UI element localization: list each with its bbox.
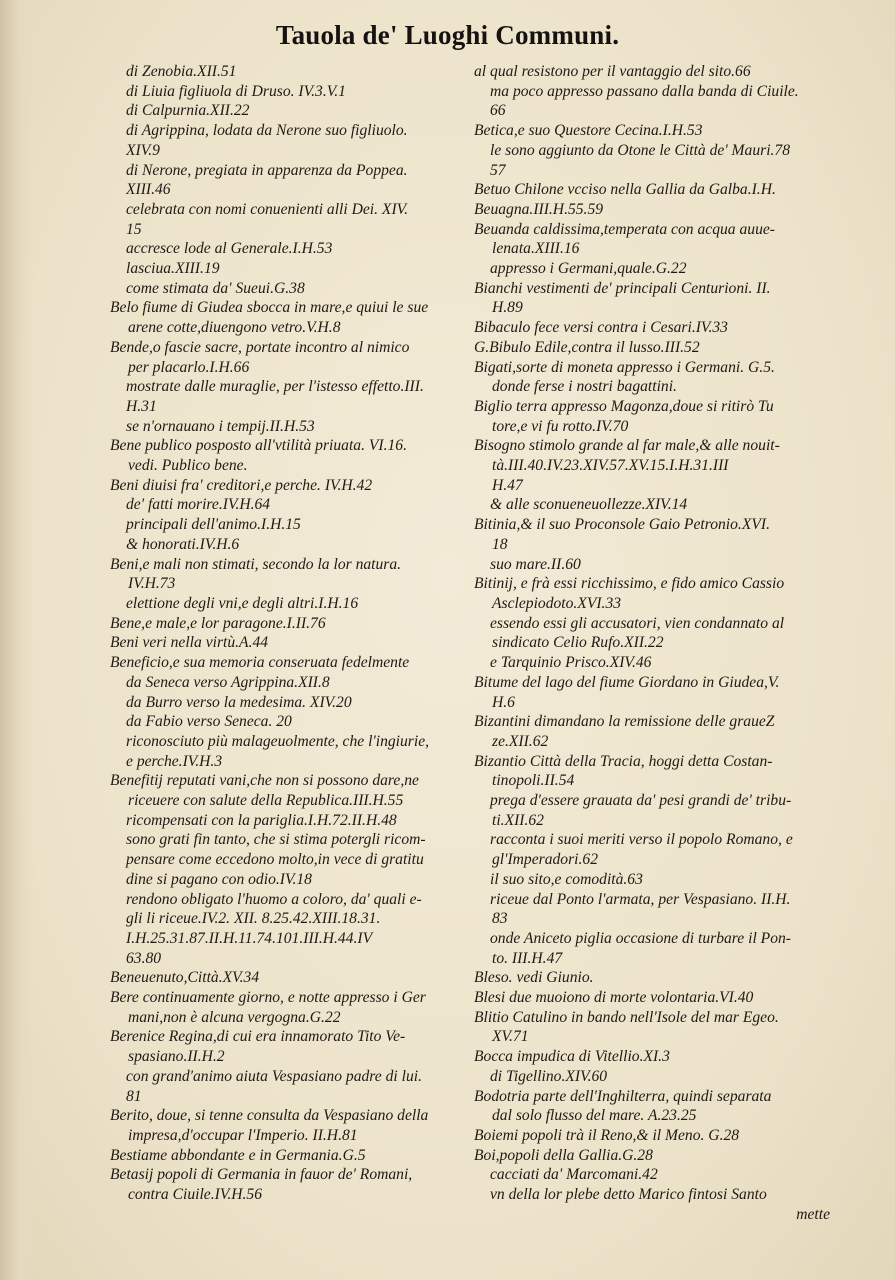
index-entry-line: & alle sconueneuollezze.XIV.14 bbox=[490, 496, 688, 514]
index-entry-heading: Beneficio,e sua memoria conseruata fedelmente bbox=[110, 654, 410, 672]
index-entry-line: se n'ornauano i tempij.II.H.53 bbox=[126, 417, 315, 435]
index-entry-line: gl'Imperadori.62 bbox=[492, 851, 598, 869]
index-entry-heading: Bitinia,& il suo Proconsole Gaio Petronio.XVI. bbox=[474, 516, 770, 534]
index-entry-heading: Beuanda caldissima,temperata con acqua auue- bbox=[474, 220, 775, 238]
index-entry-line: XV.71 bbox=[492, 1028, 529, 1046]
index-entry-line: lasciua.XIII.19 bbox=[126, 260, 220, 278]
index-entry-line: accresce lode al Generale.I.H.53 bbox=[126, 240, 333, 258]
index-entry-line: spasiano.II.H.2 bbox=[128, 1048, 225, 1066]
index-entry-line: ti.XII.62 bbox=[492, 811, 544, 829]
index-entry-heading: Blitio Catulino in bando nell'Isole del mar Egeo. bbox=[474, 1008, 779, 1026]
index-entry-line: vn della lor plebe detto Marico fintosi Santo bbox=[490, 1186, 767, 1204]
index-entry-line: 15 bbox=[126, 220, 142, 238]
index-entry-line: riceue dal Ponto l'armata, per Vespasiano. II.H. bbox=[490, 890, 791, 908]
index-entry-line: to. III.H.47 bbox=[492, 949, 563, 967]
index-entry-line: rendono obligato l'huomo a coloro, da' quali e- bbox=[126, 890, 422, 908]
index-entry-line: 18 bbox=[492, 535, 508, 553]
index-entry-line: onde Aniceto piglia occasione di turbare il Pon- bbox=[490, 929, 791, 947]
index-entry-line: XIV.9 bbox=[126, 141, 160, 159]
index-entry-line: principali dell'animo.I.H.15 bbox=[126, 516, 301, 534]
index-entry-heading: Boiemi popoli trà il Reno,& il Meno. G.28 bbox=[474, 1126, 740, 1144]
index-entry-line: impresa,d'occupar l'Imperio. II.H.81 bbox=[128, 1126, 358, 1144]
index-entry-heading: Betica,e suo Questore Cecina.I.H.53 bbox=[474, 122, 703, 140]
index-entry-line: gli li riceue.IV.2. XII. 8.25.42.XIII.18.31. bbox=[126, 910, 381, 928]
index-entry-heading: G.Bibulo Edile,contra il lusso.III.52 bbox=[474, 338, 700, 356]
index-entry-line: di Tigellino.XIV.60 bbox=[490, 1067, 608, 1085]
index-entry-heading: Bene publico posposto all'vtilità priuata. VI.16. bbox=[110, 437, 407, 455]
index-entry-heading: Bocca impudica di Vitellio.XI.3 bbox=[474, 1048, 670, 1066]
index-entry-line: come stimata da' Sueui.G.38 bbox=[126, 279, 305, 297]
index-entry-line: suo mare.II.60 bbox=[490, 555, 581, 573]
index-entry-line: da Fabio verso Seneca. 20 bbox=[126, 713, 292, 731]
index-entry-line: di Liuia figliuola di Druso. IV.3.V.1 bbox=[126, 82, 346, 100]
index-entry-line: e perche.IV.H.3 bbox=[126, 752, 223, 770]
index-entry-line: elettione degli vni,e degli altri.I.H.16 bbox=[126, 594, 359, 612]
index-entry-line: appresso i Germani,quale.G.22 bbox=[490, 260, 687, 278]
index-entry-line: mostrate dalle muraglie, per l'istesso effetto.III. bbox=[126, 378, 424, 396]
index-entry-line: lenata.XIII.16 bbox=[492, 240, 580, 258]
index-entry-heading: Berenice Regina,di cui era innamorato Tito Ve- bbox=[110, 1028, 406, 1046]
index-entry-heading: Belo fiume di Giudea sbocca in mare,e quiui le sue bbox=[110, 299, 429, 317]
index-entry-line: donde ferse i nostri bagattini. bbox=[492, 378, 677, 396]
index-entry-line: e Tarquinio Prisco.XIV.46 bbox=[490, 654, 652, 672]
index-entry-line: di Agrippina, lodata da Nerone suo figliuolo. bbox=[126, 122, 408, 140]
index-entry-heading: Boi,popoli della Gallia.G.28 bbox=[474, 1146, 653, 1164]
index-entry-line: mette bbox=[796, 1205, 830, 1223]
index-entry-line: 66 bbox=[490, 102, 506, 120]
index-entry-line: 63.80 bbox=[126, 949, 162, 967]
index-entry-line: sindicato Celio Rufo.XII.22 bbox=[492, 634, 664, 652]
index-entry-line: sono grati fin tanto, che si stima potergli ricom- bbox=[126, 831, 426, 849]
index-entry-heading: Beneuenuto,Città.XV.34 bbox=[110, 969, 260, 987]
index-entry-heading: al qual resistono per il vantaggio del sito.66 bbox=[474, 63, 751, 80]
index-entry-line: H.89 bbox=[492, 299, 523, 317]
index-entry-heading: Bitinij, e frà essi ricchissimo, e fido amico Cassio bbox=[474, 575, 785, 593]
index-entry-line: H.6 bbox=[492, 693, 515, 711]
index-entry-heading: Benefitij reputati vani,che non si possono dare,ne bbox=[110, 772, 419, 790]
index-entry-line: contra Ciuile.IV.H.56 bbox=[128, 1186, 262, 1204]
index-entry-line: di Zenobia.XII.51 bbox=[126, 63, 237, 80]
index-entry-line: dine si pagano con odio.IV.18 bbox=[126, 870, 312, 888]
index-entry-heading: Bestiame abbondante e in Germania.G.5 bbox=[110, 1146, 366, 1164]
index-entry-line: IV.H.73 bbox=[128, 575, 176, 593]
index-entry-line: essendo essi gli accusatori, vien condannato al bbox=[490, 614, 785, 632]
index-entry-line: 81 bbox=[126, 1087, 142, 1105]
index-entry-heading: Betuo Chilone vcciso nella Gallia da Galba.I.H. bbox=[474, 181, 776, 199]
index-entry-line: per placarlo.I.H.66 bbox=[128, 358, 250, 376]
index-entry-line: le sono aggiunto da Otone le Città de' Mauri.78 bbox=[490, 141, 791, 159]
index-entry-line: di Calpurnia.XII.22 bbox=[126, 102, 250, 120]
index-entry-line: pensare come eccedono molto,in vece di gratitu bbox=[126, 851, 424, 869]
index-entry-heading: Bere continuamente giorno, e notte appresso i Ger bbox=[110, 989, 426, 1007]
right-index-column bbox=[474, 62, 836, 1224]
index-entry-heading: Bibaculo fece versi contra i Cesari.IV.33 bbox=[474, 319, 728, 337]
index-entry-line: da Burro verso la medesima. XIV.20 bbox=[126, 693, 352, 711]
index-entry-line: di Nerone, pregiata in apparenza da Poppea. bbox=[126, 161, 408, 179]
index-entry-line: Asclepiodoto.XVI.33 bbox=[492, 594, 622, 612]
index-entry-line: H.47 bbox=[492, 476, 523, 494]
index-entry-line: cacciati da' Marcomani.42 bbox=[490, 1166, 658, 1184]
index-entry-line: tinopoli.II.54 bbox=[492, 772, 575, 790]
index-entry-line: dal solo flusso del mare. A.23.25 bbox=[492, 1107, 697, 1125]
index-entry-heading: Beni diuisi fra' creditori,e perche. IV.H.42 bbox=[110, 476, 373, 494]
index-entry-line: XIII.46 bbox=[126, 181, 171, 199]
index-entry-heading: Bigati,sorte di moneta appresso i Germani. G.5. bbox=[474, 358, 775, 376]
index-entry-heading: Bende,o fascie sacre, portate incontro al nimico bbox=[110, 338, 410, 356]
index-entry-heading: Bizantini dimandano la remissione delle graueZ bbox=[474, 713, 775, 731]
index-entry-line: tà.III.40.IV.23.XIV.57.XV.15.I.H.31.III bbox=[492, 457, 729, 475]
index-entry-line: vedi. Publico bene. bbox=[128, 457, 248, 475]
index-entry-line: celebrata con nomi conuenienti alli Dei. XIV. bbox=[126, 200, 409, 218]
index-entry-heading: Beni,e mali non stimati, secondo la lor natura. bbox=[110, 555, 402, 573]
index-entry-heading: Bizantio Città della Tracia, hoggi detta Costan- bbox=[474, 752, 773, 770]
index-entry-line: con grand'animo aiuta Vespasiano padre di lui. bbox=[126, 1067, 422, 1085]
index-entry-line: & honorati.IV.H.6 bbox=[126, 535, 240, 553]
index-entry-heading: Betasij popoli di Germania in fauor de' Romani, bbox=[110, 1166, 413, 1184]
index-entry-line: tore,e vi fu rotto.IV.70 bbox=[492, 417, 629, 435]
page-title: Tauola de' Luoghi Communi. bbox=[275, 20, 620, 50]
index-entry-heading: Berito, doue, si tenne consulta da Vespasiano della bbox=[110, 1107, 429, 1125]
index-entry-heading: Beuagna.III.H.55.59 bbox=[474, 200, 604, 218]
index-entry-line: ze.XII.62 bbox=[492, 732, 549, 750]
index-entry-line: prega d'essere grauata da' pesi grandi de' tribu- bbox=[490, 792, 792, 810]
index-entry-line: arene cotte,diuengono vetro.V.H.8 bbox=[128, 319, 341, 337]
index-entry-line: 83 bbox=[492, 910, 508, 928]
index-entry-line: da Seneca verso Agrippina.XII.8 bbox=[126, 673, 330, 691]
index-entry-line: racconta i suoi meriti verso il popolo Romano, e bbox=[490, 831, 793, 849]
index-entry-heading: Bianchi vestimenti de' principali Centurioni. II. bbox=[474, 279, 771, 297]
index-entry-heading: Bene,e male,e lor paragone.I.II.76 bbox=[110, 614, 326, 632]
index-entry-heading: Beni veri nella virtù.A.44 bbox=[110, 634, 269, 652]
index-entry-line: riceuere con salute della Republica.III.H.55 bbox=[128, 792, 404, 810]
index-entry-line: I.H.25.31.87.II.H.11.74.101.III.H.44.IV bbox=[126, 929, 373, 947]
index-entry-line: mani,non è alcuna vergogna.G.22 bbox=[128, 1008, 341, 1026]
index-entry-line: de' fatti morire.IV.H.64 bbox=[126, 496, 271, 514]
index-entry-heading: Biglio terra appresso Magonza,doue si ritirò Tu bbox=[474, 397, 774, 415]
page-gutter-shadow bbox=[0, 0, 34, 1280]
index-entry-line: 57 bbox=[490, 161, 506, 179]
index-entry-heading: Bleso. vedi Giunio. bbox=[474, 969, 594, 987]
index-entry-heading: Blesi due muoiono di morte volontaria.VI.40 bbox=[474, 989, 754, 1007]
index-entry-line: ma poco appresso passano dalla banda di Ciuile. bbox=[490, 82, 799, 100]
index-entry-line: il suo sito,e comodità.63 bbox=[490, 870, 643, 888]
index-entry-line: H.31 bbox=[126, 397, 157, 415]
left-index-column bbox=[110, 62, 470, 1205]
index-entry-line: riconosciuto più malageuolmente, che l'ingiurie, bbox=[126, 732, 430, 750]
index-entry-heading: Bitume del lago del fiume Giordano in Giudea,V. bbox=[474, 673, 780, 691]
index-entry-heading: Bodotria parte dell'Inghilterra, quindi separata bbox=[474, 1087, 772, 1105]
index-entry-line: ricompensati con la pariglia.I.H.72.II.H.48 bbox=[126, 811, 397, 829]
index-entry-heading: Bisogno stimolo grande al far male,& alle nouit- bbox=[474, 437, 780, 455]
